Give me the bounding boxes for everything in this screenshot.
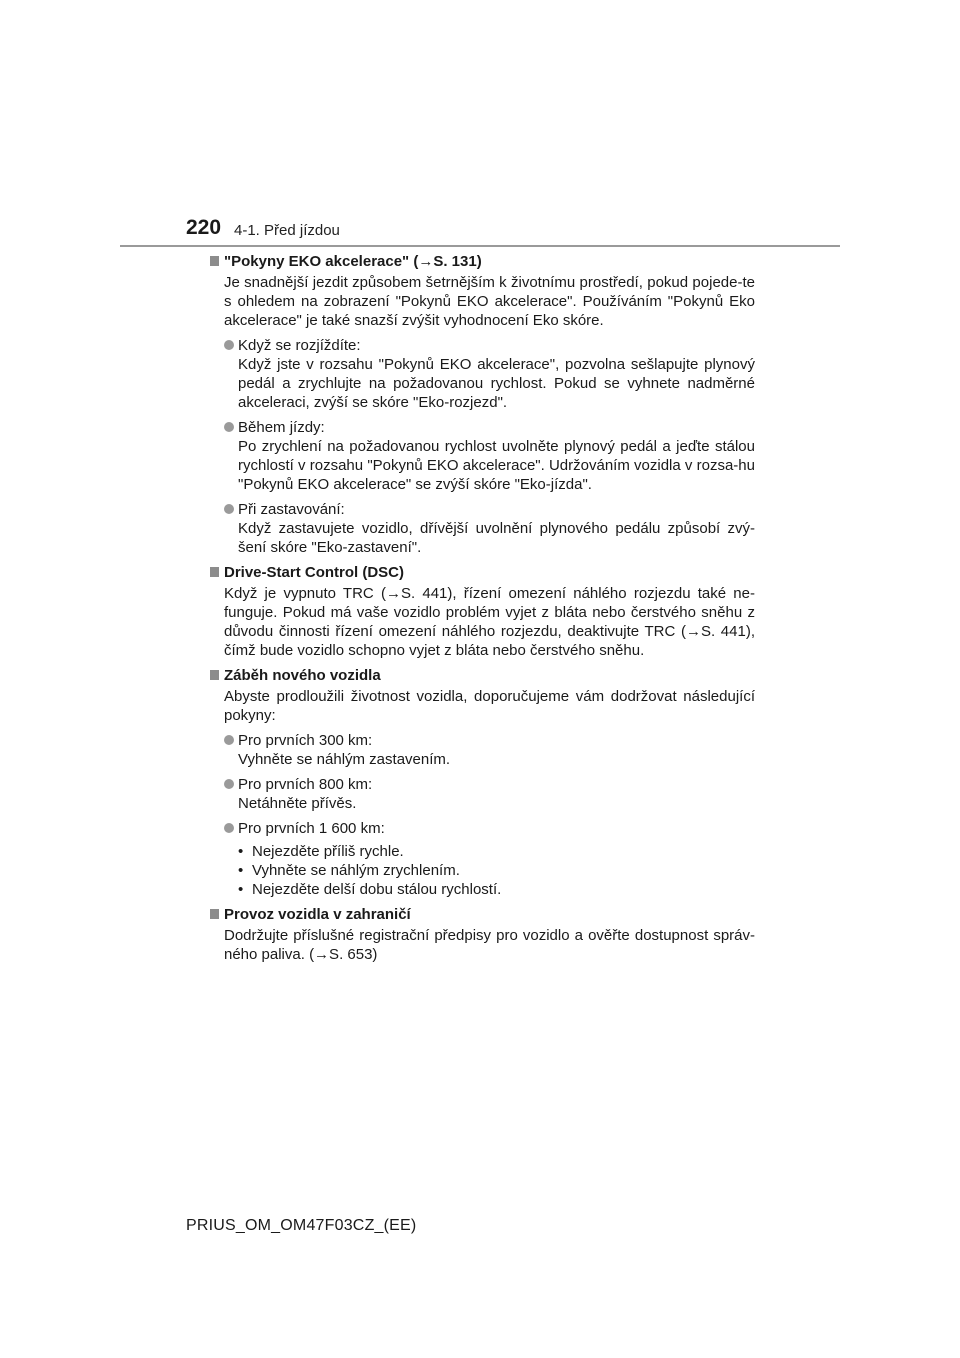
- section-eco-guidance: [210, 252, 755, 557]
- section-title: Drive-Start Control (DSC): [224, 564, 405, 581]
- list-item-title: Pro prvních 300 km:: [238, 732, 373, 749]
- page-content: [210, 252, 755, 970]
- sub-list-item: [238, 842, 755, 861]
- sub-list-item-text: Nejezděte delší dobu stálou rychlostí.: [252, 881, 502, 898]
- section-title: "Pokyny EKO akcelerace" (→S. 131): [224, 253, 482, 270]
- header-divider: [120, 245, 840, 247]
- dot-bullet-icon: •: [238, 881, 244, 898]
- list-item-body: Vyhněte se náhlým zastavením.: [238, 751, 451, 768]
- list-item-title: Během jízdy:: [238, 419, 325, 436]
- section-heading: [210, 666, 755, 685]
- list-item-body: Když zastavujete vozidlo, dřívější uvolnění plynového pedálu způsobí zvý-šení skóre "Eko-zastavení".: [238, 520, 755, 556]
- list-item: [210, 336, 755, 412]
- paragraph: Je snadnější jezdit způsobem šetrnějším k životnímu prostředí, pokud pojede-te s ohledem na zobrazení "Pokynů EKO akcelerace". Používáním "Pokynů Eko akcelerace" je také snazší zvýšit vyhodnocení Eko skóre.: [224, 274, 755, 329]
- section-heading: [210, 905, 755, 924]
- page-number: 220: [186, 216, 222, 239]
- circle-bullet-icon: [224, 422, 234, 432]
- circle-bullet-icon: [224, 504, 234, 514]
- section-break-in: [210, 666, 755, 899]
- square-bullet-icon: [210, 670, 219, 680]
- list-item-body: Po zrychlení na požadovanou rychlost uvolněte plynový pedál a jeďte stálou rychlostí v rozsahu "Pokynů EKO akcelerace". Udržováním vozidla v rozsa-hu "Pokynů EKO akcelerace" se zvýší skóre "Eko-jízda".: [238, 438, 755, 493]
- chapter-title: 4-1. Před jízdou: [234, 222, 340, 239]
- square-bullet-icon: [210, 567, 219, 577]
- paragraph: Když je vypnuto TRC (→S. 441), řízení omezení náhlého rozjezdu také ne-funguje. Pokud má vaše vozidlo problém vyjet z bláta nebo čerstvého sněhu z důvodu činnosti řízení omezení náhlého rozjezdu, deaktivujte TRC (→S. 441), čímž bude vozidlo schopno vyjet z bláta nebo čerstvého sněhu.: [224, 585, 755, 659]
- circle-bullet-icon: [224, 823, 234, 833]
- section-abroad: [210, 905, 755, 964]
- list-item: [210, 731, 755, 769]
- document-code: PRIUS_OM_OM47F03CZ_(EE): [186, 1217, 417, 1234]
- circle-bullet-icon: [224, 735, 234, 745]
- list-item: [210, 819, 755, 838]
- list-item-title: Když se rozjíždíte:: [238, 337, 361, 354]
- list-item-title: Pro prvních 800 km:: [238, 776, 373, 793]
- section-title: Záběh nového vozidla: [224, 667, 381, 684]
- circle-bullet-icon: [224, 779, 234, 789]
- sub-list-item-text: Nejezděte příliš rychle.: [252, 843, 404, 860]
- section-heading: [210, 563, 755, 582]
- sub-list: [238, 842, 755, 899]
- section-drive-start-control: [210, 563, 755, 660]
- paragraph: Abyste prodloužili životnost vozidla, doporučujeme vám dodržovat následující pokyny:: [224, 688, 755, 724]
- sub-list-item: [238, 880, 755, 899]
- dot-bullet-icon: •: [238, 862, 244, 879]
- list-item-title: Při zastavování:: [238, 501, 345, 518]
- square-bullet-icon: [210, 909, 219, 919]
- dot-bullet-icon: •: [238, 843, 244, 860]
- list-item: [210, 418, 755, 494]
- sub-list-item: [238, 861, 755, 880]
- sub-list-item-text: Vyhněte se náhlým zrychlením.: [252, 862, 460, 879]
- section-heading: [210, 252, 755, 271]
- section-title: Provoz vozidla v zahraničí: [224, 906, 411, 923]
- list-item-body: Když jste v rozsahu "Pokynů EKO akcelerace", pozvolna sešlapujte plynový pedál a zrychlujte na požadovanou rychlost. Pokud se vyhnete nadměrné akceleraci, zvýší se skóre "Eko-rozjezd".: [238, 356, 755, 411]
- square-bullet-icon: [210, 256, 219, 266]
- circle-bullet-icon: [224, 340, 234, 350]
- list-item: [210, 500, 755, 557]
- list-item-body: Netáhněte přívěs.: [238, 795, 357, 812]
- list-item-title: Pro prvních 1 600 km:: [238, 820, 385, 837]
- paragraph: Dodržujte příslušné registrační předpisy pro vozidlo a ověřte dostupnost správ-ného paliva. (→S. 653): [224, 927, 755, 963]
- list-item: [210, 775, 755, 813]
